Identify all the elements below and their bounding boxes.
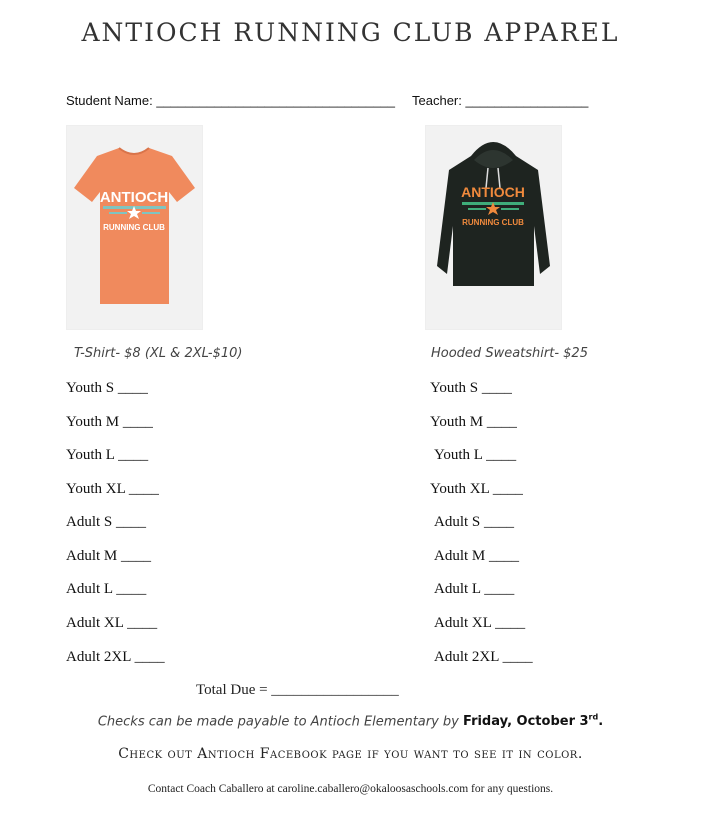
hoodie-size-youth-s[interactable]: Youth S ____ bbox=[430, 380, 512, 396]
teacher-blank: _________________ bbox=[465, 93, 589, 108]
hoodie-image bbox=[425, 125, 562, 330]
teacher-field[interactable] bbox=[412, 93, 588, 108]
checks-date-suffix: rd bbox=[588, 713, 599, 722]
tshirt-size-youth-m[interactable]: Youth M ____ bbox=[66, 414, 153, 430]
hoodie-text-top: ANTIOCH bbox=[461, 184, 525, 200]
tshirt-size-adult-2xl[interactable]: Adult 2XL ____ bbox=[66, 649, 165, 665]
student-name-field[interactable] bbox=[66, 93, 395, 108]
tshirt-size-youth-l[interactable]: Youth L ____ bbox=[66, 447, 149, 463]
tshirt-size-adult-s[interactable]: Adult S ____ bbox=[66, 514, 147, 530]
student-name-label: Student Name: bbox=[66, 93, 153, 108]
hoodie-size-adult-s[interactable]: Adult S ____ bbox=[434, 514, 515, 530]
hoodie-size-youth-m[interactable]: Youth M ____ bbox=[430, 414, 517, 430]
hoodie-size-youth-l[interactable]: Youth L ____ bbox=[434, 447, 517, 463]
hoodie-text-bottom: RUNNING CLUB bbox=[462, 218, 524, 227]
hoodie-size-adult-xl[interactable]: Adult XL ____ bbox=[434, 615, 526, 631]
student-name-blank: _________________________________ bbox=[156, 93, 395, 108]
contact-note: Contact Coach Caballero at caroline.caballero@okaloosaschools.com for any questions. bbox=[147, 783, 554, 795]
tshirt-text-bottom: RUNNING CLUB bbox=[103, 223, 165, 232]
hoodie-size-youth-xl[interactable]: Youth XL ____ bbox=[430, 481, 523, 497]
tshirt-size-adult-xl[interactable]: Adult XL ____ bbox=[66, 615, 158, 631]
checks-date: Friday, October 3rd. bbox=[463, 713, 604, 730]
hoodie-icon bbox=[426, 126, 561, 329]
teacher-label: Teacher: bbox=[412, 93, 462, 108]
tshirt-size-adult-m[interactable]: Adult M ____ bbox=[66, 548, 152, 564]
tshirt-icon bbox=[67, 126, 202, 329]
tshirt-size-adult-l[interactable]: Adult L ____ bbox=[66, 581, 147, 597]
page-title: ANTIOCH RUNNING CLUB APPAREL bbox=[81, 18, 620, 47]
total-due[interactable]: Total Due = _________________ bbox=[196, 682, 399, 698]
facebook-note: Check out Antioch Facebook page if you want to see it in color. bbox=[118, 746, 583, 762]
tshirt-text-top: ANTIOCH bbox=[99, 189, 169, 206]
hoodie-size-adult-l[interactable]: Adult L ____ bbox=[434, 581, 515, 597]
hoodie-price: Hooded Sweatshirt- $25 bbox=[431, 346, 588, 361]
checks-note bbox=[0, 713, 701, 729]
tshirt-size-youth-xl[interactable]: Youth XL ____ bbox=[66, 481, 159, 497]
hoodie-size-adult-2xl[interactable]: Adult 2XL ____ bbox=[434, 649, 533, 665]
tshirt-image bbox=[66, 125, 203, 330]
hoodie-size-adult-m[interactable]: Adult M ____ bbox=[434, 548, 520, 564]
checks-prefix: Checks can be made payable to Antioch Elementary by bbox=[97, 714, 464, 730]
tshirt-size-youth-s[interactable]: Youth S ____ bbox=[66, 380, 148, 396]
tshirt-price: T-Shirt- $8 (XL & 2XL-$10) bbox=[74, 346, 243, 361]
